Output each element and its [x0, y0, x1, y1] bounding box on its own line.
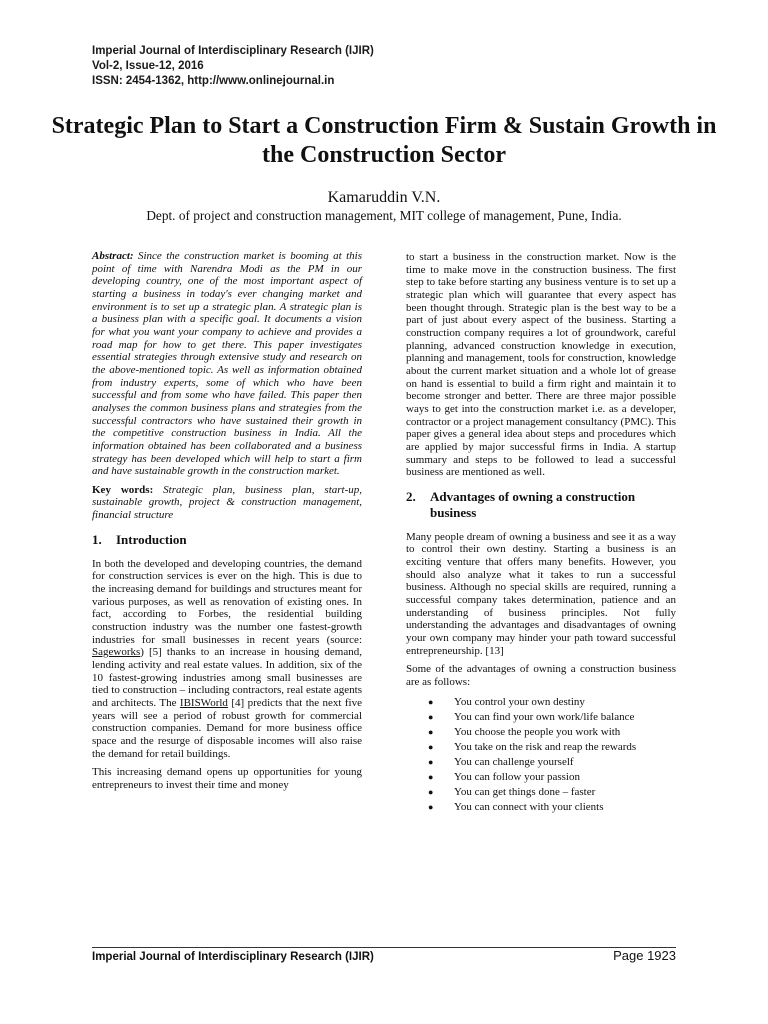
journal-name: Imperial Journal of Interdisciplinary Research (IJIR)	[92, 45, 374, 57]
bullet-icon: ●	[428, 756, 434, 767]
paper-affiliation: Dept. of project and construction management, MIT college of management, Pune, India.	[146, 208, 622, 223]
journal-header	[92, 44, 374, 89]
keywords	[92, 484, 362, 522]
journal-volume: Vol-2, Issue-12, 2016	[92, 60, 204, 72]
bullet-icon: ●	[428, 801, 434, 812]
section-1-text-c: [4] predicts that the next five years will see a period of robust growth for commercial construction companies. Demand for more business office space and the resurge of disposable incomes will also raise the demand for retail buildings.	[92, 697, 362, 760]
paper-author: Kamaruddin V.N.	[327, 189, 441, 206]
list-item	[406, 695, 676, 710]
list-item-text: You can challenge yourself	[454, 755, 574, 768]
bullet-icon: ●	[428, 771, 434, 782]
right-column	[406, 251, 676, 815]
section-2-paragraph-2: Some of the advantages of owning a construction business are as follows:	[406, 663, 676, 689]
section-1-paragraph-2: This increasing demand opens up opportunities for young entrepreneurs to invest their time and money	[92, 766, 362, 791]
abstract	[92, 250, 362, 478]
left-column	[92, 250, 362, 798]
section-1-number: 1.	[92, 531, 102, 547]
section-1-paragraph-1	[92, 558, 362, 761]
list-item-text: You choose the people you work with	[454, 725, 621, 738]
section-1-paragraph-2-continued: to start a business in the construction market. Now is the time to make move in the construction business. The first step to take before starting any business venture is to set up a strategic plan which will guarantee that every aspect has been thought through. Strategic plan is the best way to be a part of just about every aspect of the business. Starting a construction company requires a lot of groundwork, careful planning, advanced construction knowledge in execution, planning and management, tools for construction, knowledge about the current market situation and a whole lot of grease on hand is essential to build a firm right and maintain it to become stronger and better. There are three major possible ways to get into the construction market i.e. as a developer, contractor or a project management consultancy (PMC). This paper gives a general idea about steps and procedures which are applied by major successful firms in India. A startup summary and steps to be followed to lead a successful business are mentioned as well.	[406, 251, 676, 479]
list-item	[406, 740, 676, 755]
section-1-heading	[92, 532, 362, 548]
list-item	[406, 710, 676, 725]
list-item	[406, 755, 676, 770]
ibisworld-link[interactable]: IBISWorld	[179, 697, 228, 709]
list-item	[406, 800, 676, 815]
list-item-text: You can get things done – faster	[454, 785, 596, 798]
section-1-title: Introduction	[116, 531, 187, 547]
paper-title: Strategic Plan to Start a Construction Firm & Sustain Growth in the Construction Sector	[51, 113, 717, 168]
bullet-icon: ●	[428, 711, 434, 722]
abstract-text: Since the construction market is booming at this point of time with Narendra Modi as the PM in our developing country, one of the most important aspect of starting a business in today's ever changing market and environment is to set up a strategic plan. A strategic plan is a business plan with a specific goal. It documents a vision for what you want your company to achieve and provides a road map for how to get there. This paper investigates essential strategies through extensive study and research on the above-mentioned topic. As well as information obtained from industry experts, some of which who have been successful and from some who have failed. This paper then analyses the common business plans and strategies from the successful contractors who have sustained their growth in the competitive construction business in India. All the information obtained has been collaborated and a business strategy has been developed which will help to start a firm and have sustainable growth in the construction market.	[92, 250, 362, 478]
list-item	[406, 725, 676, 740]
list-item-text: You can find your own work/life balance	[454, 710, 635, 723]
list-item-text: You can follow your passion	[454, 770, 580, 783]
sageworks-link[interactable]: Sageworks	[92, 646, 141, 659]
bullet-icon: ●	[428, 786, 434, 797]
keywords-text: Strategic plan, business plan, start-up, sustainable growth, project & construction management, financial structure	[92, 483, 363, 522]
section-2-number: 2.	[406, 488, 416, 504]
list-item-text: You control your own destiny	[454, 695, 585, 708]
page-number: Page 1923	[613, 948, 676, 963]
section-2-paragraph-1: Many people dream of owning a business and see it as a way to control their own destiny. Starting a business is an exciting venture that offers many benefits. However, you should also analyze what it takes to run a successful business. Although no special skills are required, running a successful company takes determination, patience and an understanding of business principles. Not fully understanding the advantages and disadvantages of owning your own company may hinder your path toward successful entrepreneurship. [13]	[406, 530, 676, 657]
list-item	[406, 770, 676, 785]
section-1-text-b: ) [5] thanks to an increase in housing demand, lending activity and real estate values. In addition, six of the 10 fastest-growing industries among small businesses are tied to construction – including contractors, real estate agents and architects. The	[92, 646, 362, 709]
section-1-text-a: In both the developed and developing countries, the demand for construction services is ever on the high. This is due to the increasing demand for buildings and structures meant for various purposes, as well as renovation of existing ones. In fact, according to Forbes, the residential building construction industry was the number one fastest-growth industries for small businesses in recent years (source:	[92, 557, 362, 646]
bullet-icon: ●	[428, 741, 434, 752]
abstract-label: Abstract:	[92, 250, 134, 262]
list-item	[406, 785, 676, 800]
list-item-text: You take on the risk and reap the rewards	[454, 740, 637, 753]
keywords-label: Key words:	[92, 483, 154, 496]
bullet-icon: ●	[428, 726, 434, 737]
list-item-text: You can connect with your clients	[454, 800, 604, 813]
bullet-icon: ●	[428, 696, 434, 707]
footer-divider	[92, 947, 676, 948]
section-2-title: Advantages of owning a construction business	[430, 488, 636, 520]
footer-journal-name: Imperial Journal of Interdisciplinary Research (IJIR)	[92, 951, 374, 963]
section-2-heading	[406, 489, 676, 521]
advantages-list	[406, 695, 676, 815]
journal-issn: ISSN: 2454-1362, http://www.onlinejournal.in	[92, 75, 335, 87]
